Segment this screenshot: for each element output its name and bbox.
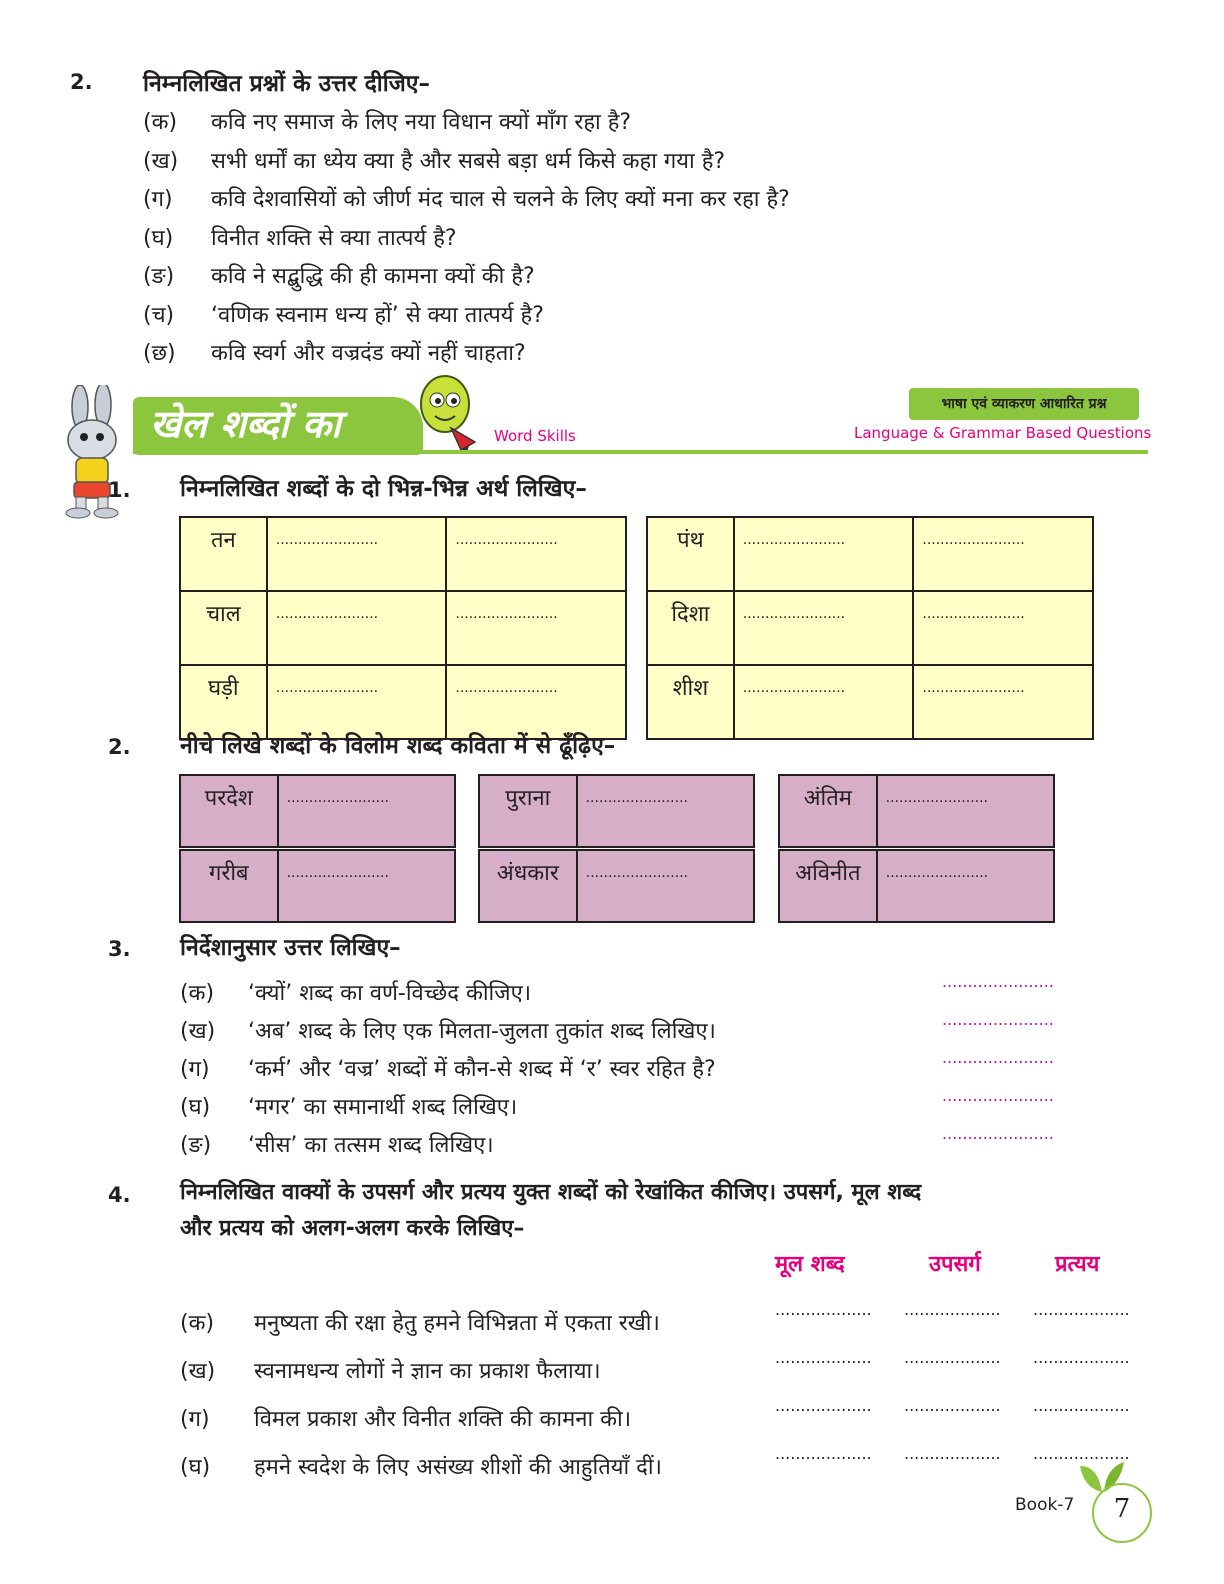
answer-blank[interactable]: ................... [1033,1300,1130,1319]
word-cell: चाल [180,591,267,665]
answer-blank[interactable]: ................... [904,1444,1001,1463]
ex2-box-3 [778,774,1055,848]
list-item: (घ) हमने स्वदेश के लिए असंख्य शीशों की आहुतियाँ दीं। [180,1455,662,1480]
word-cell: अंतिम [779,775,877,847]
section-badge-english: Language & Grammar Based Questions [854,424,1152,442]
answer-blank[interactable]: ...................... [942,1010,1054,1029]
word-cell: परदेश [180,775,278,847]
answer-blank[interactable]: ................... [775,1396,872,1415]
ex1-table-right [646,516,1094,740]
answer-blank[interactable]: ....................... [734,517,914,591]
answer-blank[interactable]: ....................... [913,591,1093,665]
word-cell: घड़ी [180,665,267,739]
answer-blank[interactable]: ................... [1033,1396,1130,1415]
word-cell: पुराना [479,775,577,847]
list-item: (क) मनुष्यता की रक्षा हेतु हमने विभिन्नता में एकता रखी। [180,1311,660,1336]
list-item: (ख) ‘अब’ शब्द के लिए एक मिलता-जुलता तुकांत शब्द लिखिए। [180,1019,716,1044]
table-row [647,665,1093,739]
answer-blank[interactable]: ....................... [267,517,447,591]
answer-blank[interactable]: ...................... [942,972,1054,991]
answer-blank[interactable]: ................... [904,1348,1001,1367]
ex3-number: 3. [108,937,131,961]
answer-blank[interactable]: ...................... [942,1124,1054,1143]
word-cell: शीश [647,665,734,739]
ex1-number: 1. [108,478,131,502]
answer-blank[interactable]: ....................... [734,591,914,665]
word-cell: अंधकार [479,850,577,922]
ex4-answers-root [775,1300,872,1492]
answer-blank[interactable]: ....................... [913,517,1093,591]
answer-blank[interactable]: ................... [1033,1444,1130,1463]
list-item: (ग) विमल प्रकाश और विनीत शक्ति की कामना की। [180,1407,632,1432]
list-item: (घ) ‘मगर’ का समानार्थी शब्द लिखिए। [180,1095,518,1120]
book-label: Book-7 [1015,1495,1075,1515]
answer-blank[interactable]: ....................... [267,665,447,739]
ex3-list [180,977,716,1167]
list-item: (ङ) ‘सीस’ का तत्सम शब्द लिखिए। [180,1133,494,1158]
answer-blank[interactable]: ....................... [278,775,455,847]
ex1-title: निम्नलिखित शब्दों के दो भिन्न-भिन्न अर्थ लिखिए– [180,476,587,502]
list-item: (क) कवि नए समाज के लिए नया विधान क्यों माँग रहा है? [143,110,632,135]
list-item: (घ) विनीत शक्ति से क्या तात्पर्य है? [143,225,457,251]
answer-blank[interactable]: ................... [775,1300,872,1319]
section-badge: भाषा एवं व्याकरण आधारित प्रश्न [909,388,1139,420]
list-item: (ङ) कवि ने सद्बुद्धि की ही कामना क्यों की है? [143,264,535,289]
answer-blank[interactable]: ...................... [942,1086,1054,1105]
ex4-title-line2: और प्रत्यय को अलग-अलग करके लिखिए– [180,1216,525,1241]
list-item: (ग) ‘कर्म’ और ‘वज्र’ शब्दों में कौन-से शब्द में ‘र’ स्वर रहित है? [180,1057,716,1082]
answer-blank[interactable]: ....................... [877,850,1054,922]
q2-list [143,106,790,376]
list-item: (छ) कवि स्वर्ग और वज्रदंड क्यों नहीं चाहता? [143,341,526,366]
answer-blank[interactable]: ....................... [913,665,1093,739]
pencil-mascot-icon [413,372,481,452]
answer-blank[interactable]: ....................... [278,850,455,922]
ex4-title-line1: निम्नलिखित वाक्यों के उपसर्ग और प्रत्यय युक्त शब्दों को रेखांकित कीजिए। उपसर्ग, मूल शब्द [180,1180,922,1205]
answer-blank[interactable]: ....................... [446,665,626,739]
answer-blank[interactable]: ....................... [577,775,754,847]
list-item: (ग) कवि देशवासियों को जीर्ण मंद चाल से चलने के लिए क्यों मना कर रहा है? [143,187,790,212]
word-cell: अविनीत [779,850,877,922]
table-row [647,591,1093,665]
ex4-answers-prefix [904,1300,1001,1492]
ex2-number: 2. [108,735,131,759]
ex2-title: नीचे लिखे शब्दों के विलोम शब्द कविता में से ढूँढ़िए– [180,733,616,759]
column-header-suffix: प्रत्यय [1055,1252,1100,1277]
section-subtitle: Word Skills [494,427,576,445]
q2-number: 2. [70,70,93,94]
answer-blank[interactable]: ................... [775,1348,872,1367]
section-banner-title: खेल शब्दों का [150,402,341,446]
answer-blank[interactable]: ....................... [446,517,626,591]
ex3-answer-column [942,972,1054,1162]
word-cell: तन [180,517,267,591]
word-cell: दिशा [647,591,734,665]
list-item: (ख) स्वनामधन्य लोगों ने ज्ञान का प्रकाश फैलाया। [180,1359,601,1384]
answer-blank[interactable]: ....................... [734,665,914,739]
answer-blank[interactable]: ................... [904,1396,1001,1415]
ex2-box-1 [179,774,456,848]
ex4-number: 4. [108,1183,131,1207]
ex4-list [180,1307,662,1499]
answer-blank[interactable]: ................... [904,1300,1001,1319]
list-item: (ख) सभी धर्मों का ध्येय क्या है और सबसे बड़ा धर्म किसे कहा गया है? [143,148,726,174]
q2-title: निम्नलिखित प्रश्नों के उत्तर दीजिए– [143,71,430,97]
table-row [180,591,626,665]
answer-blank[interactable]: ...................... [942,1048,1054,1067]
page-number: 7 [1113,1494,1131,1524]
word-cell: पंथ [647,517,734,591]
column-header-root: मूल शब्द [775,1252,845,1277]
table-row [180,517,626,591]
ex3-title: निर्देशानुसार उत्तर लिखिए– [180,935,401,961]
ex2-box-5 [478,849,755,923]
ex2-box-6 [778,849,1055,923]
column-header-prefix: उपसर्ग [929,1252,981,1277]
answer-blank[interactable]: ....................... [267,591,447,665]
answer-blank[interactable]: ....................... [446,591,626,665]
word-cell: गरीब [180,850,278,922]
ex2-box-2 [478,774,755,848]
list-item: (क) ‘क्यों’ शब्द का वर्ण-विच्छेद कीजिए। [180,981,532,1006]
answer-blank[interactable]: ....................... [577,850,754,922]
ex1-table-left [179,516,627,740]
ex2-box-4 [179,849,456,923]
section-rule [133,450,1148,454]
answer-blank[interactable]: ................... [775,1444,872,1463]
table-row [647,517,1093,591]
answer-blank[interactable]: ................... [1033,1348,1130,1367]
answer-blank[interactable]: ....................... [877,775,1054,847]
list-item: (च) ‘वणिक स्वनाम धन्य हों’ से क्या तात्पर्य है? [143,302,544,328]
